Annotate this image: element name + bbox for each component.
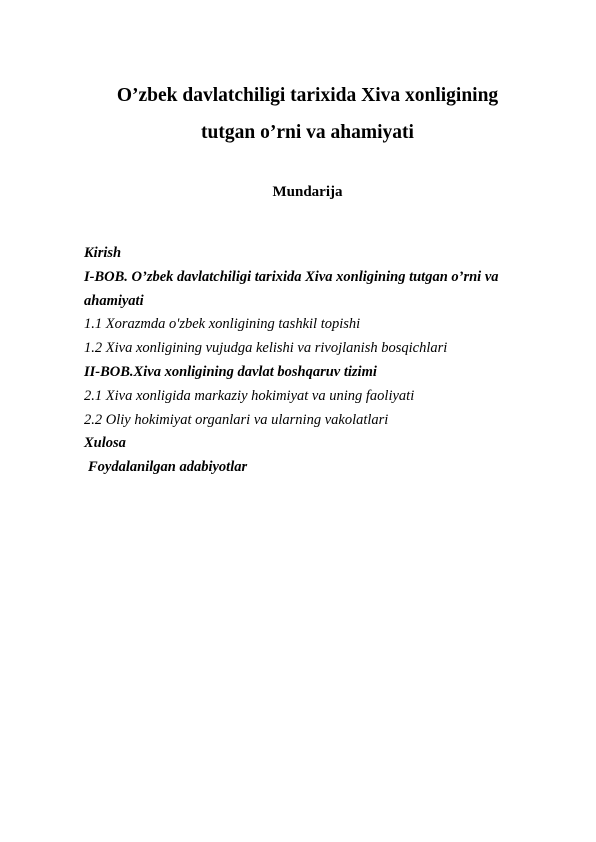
toc-item-conclusion: Xulosa xyxy=(84,435,126,452)
contents-heading: Mundarija xyxy=(272,184,343,200)
toc-item-1-1: 1.1 Xorazmda o'zbek xonligining tashkil topishi xyxy=(84,316,361,333)
document-title-line-2: tutgan o’rni va ahamiyati xyxy=(201,122,414,143)
toc-item-2-1: 2.1 Xiva xonligida markaziy hokimiyat va uning faoliyati xyxy=(84,387,415,404)
document-title-line-1: O’zbek davlatchiligi tarixida Xiva xonligining xyxy=(116,85,499,106)
toc-item-chapter-2: II-BOB.Xiva xonligining davlat boshqaruv tizimi xyxy=(84,363,377,380)
toc-item-1-2: 1.2 Xiva xonligining vujudga kelishi va rivojlanish bosqichlari xyxy=(84,340,448,357)
toc-item-introduction: Kirish xyxy=(84,245,122,261)
toc-item-chapter-1: I-BOB. O’zbek davlatchiligi tarixida Xiva xonligining tutgan o’rni va ahamiyati xyxy=(84,268,499,309)
table-of-contents xyxy=(84,242,554,480)
toc-item-bibliography: Foydalanilgan adabiyotlar xyxy=(88,459,248,476)
toc-item-2-2: 2.2 Oliy hokimiyat organlari va ularning vakolatlari xyxy=(84,411,389,428)
